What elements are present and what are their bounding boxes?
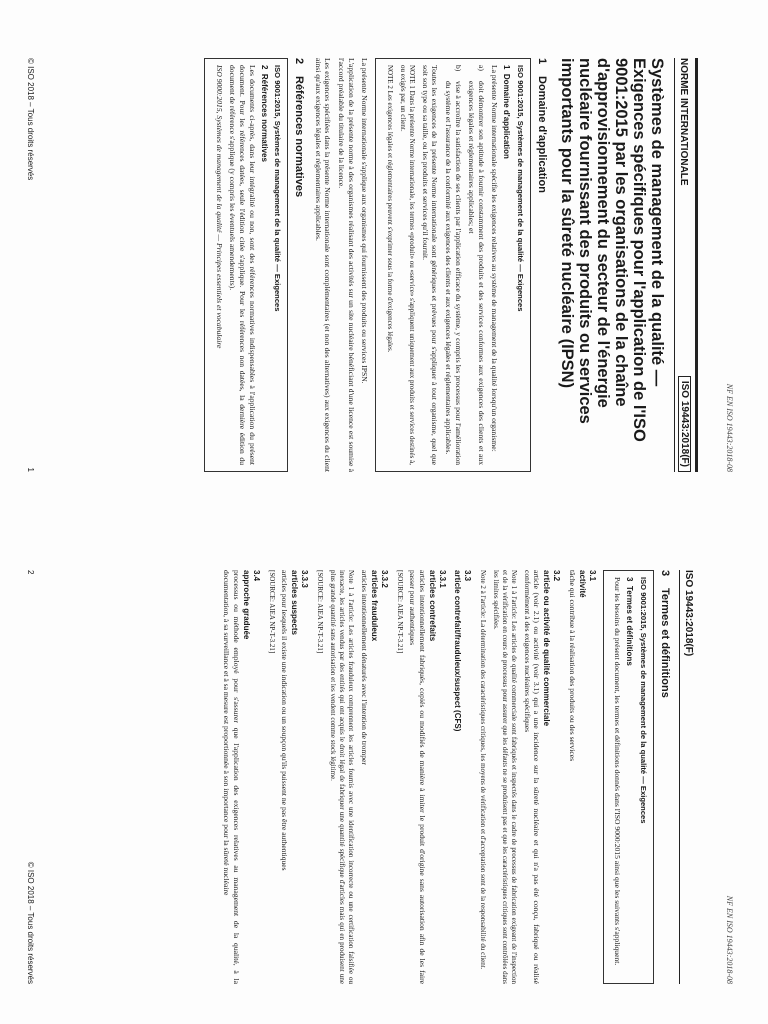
header-left: NORME INTERNATIONALE xyxy=(678,58,689,186)
iso9001-box-terms xyxy=(603,570,654,984)
scope-paragraph-3: Les exigences spécifiées dans la présente Norme internationale sont complémentaires (et non des alternatives) aux exigences du client ainsi qu'aux exigences légales et réglementaires applicables. xyxy=(313,58,333,472)
iso9001-box-scope xyxy=(375,58,531,472)
terms-box-text: Pour les besoins du présent document, les termes et définitions donnés dans l'ISO 9000:2015 ainsi que les suivants s'appliquent. xyxy=(613,577,623,966)
section-3-heading: 3Termes et définitions xyxy=(659,570,671,698)
box-reference: ISO 9001:2015, Systèmes de management de la qualité — Exigences xyxy=(273,65,283,312)
page-header xyxy=(674,58,698,472)
section-1-heading: 1Domaine d'application xyxy=(536,58,548,193)
copyright: © ISO 2018 – Tous droits réservés xyxy=(26,861,35,984)
term-entry: Note 2 à l'article: La détermination des caractéristiques critiques, les moyens de vérification et d'acceptation sont de la responsabilité du client. 3.3 article contrefait/frauduleux/suspect (CFS) xyxy=(453,570,488,970)
iso9001-box-references xyxy=(204,58,288,472)
page-number: 2 xyxy=(26,570,35,575)
list-item: b) vise à accroître la satisfaction de ses clients par l'application efficace du système, y compris les processus pour l'amélioration du système et l'assurance de la conformité aux exigences des clients et aux exigences légales et réglementaires applicables. xyxy=(444,65,463,465)
box-subheading: 2 Références normatives xyxy=(259,65,269,162)
scope-paragraph-1: La présente Norme internationale s'applique aux organismes qui fournissent des produits ou services IPSN. xyxy=(360,58,370,384)
term-entry: 3.3.3 articles suspects articles pour lesquels il existe une indication ou un soupçon qu'ils puissent ne pas être authentiques [SOURCE: AIEA NP-T-3.21] xyxy=(267,570,310,871)
section-2-heading: 2Références normatives xyxy=(293,58,306,198)
normative-reference: ISO 9000:2015, Systèmes de management de la qualité — Principes essentiels et vocabulaire xyxy=(214,65,224,349)
page-footer xyxy=(26,58,35,472)
term-entry: 3.4 approche graduée processus ou méthode employé pour s'assurer que l'application des exigences relatives au management de la qualité, à la documentation, à sa surveillance et à sa mesure est proportionnée à son importance pour la sûreté nucléaire xyxy=(222,570,261,984)
page-number: 1 xyxy=(26,467,35,472)
box-subheading: 1 Domaine d'application xyxy=(502,65,512,159)
scope-generic: Toutes les exigences de la présente Norme internationale sont génériques et prévues pour s'appliquer à tout organisme, quel que soit son type ou sa taille, ou les produits et services qu'il fournit. xyxy=(420,65,440,465)
term-entry: 3.1 activité tâche qui contribue à la réalisation des produits ou des services xyxy=(567,570,597,762)
box-subheading: 3 Termes et définitions xyxy=(625,577,635,666)
term-entry: 3.2 article ou activité de qualité commerciale article (voir 2.1) ou activité (voir 3.1) qui a une incidence sur la sûreté nucléaire et qui n'a pas été conçu, fabriqué ou réalisé conformément à des exigences nucléaires spécifiques Note 1 à l'article: Les articles de qualité commerciale sont fabriqués et inspectés dans le cadre de processus de fabrication exigeant de l'inspection et de la vérification en cours de processus pour assurer que les défauts ne se produisent pas et que les caractéristiques critiques sont contrôlées dans les limites spécifiées. xyxy=(492,570,562,984)
scope-list xyxy=(443,65,485,465)
list-item: a) doit démontrer son aptitude à fournir constamment des produits et des services conformes aux exigences des clients et aux exigences légales et réglementaires applicables; et xyxy=(467,65,486,465)
term-entry: 3.3.2 articles frauduleux articles intentionnellement dénaturés avec l'intention de tromper Note 1 à l'article: Les articles frauduleux comprennent les articles fournis avec une identification incorrecte ou une certification falsifiée ou inexacte, les articles vendus par des entités qui ont acquis le droit légal de fabriquer une quantité spécifique d'articles mais qui en produisent une plus grande quantité sans autorisation et les vendent comme stock légitime. [SOURCE: AIEA NP-T-3.21] xyxy=(316,570,389,984)
standard-number: ISO 19443:2018(F) xyxy=(678,376,691,472)
running-head: NF EN ISO 19443:2018-08 xyxy=(725,895,734,984)
note-2: NOTE 2 Les exigences légales et réglementaires peuvent s'exprimer sous la forme d'exigences légales. xyxy=(386,65,395,353)
page-header xyxy=(679,570,698,984)
term-entry: 3.3.1 articles contrefaits articles intentionnellement fabriqués, copiés ou modifiés de manière à imiter le produit d'origine sans autorisation afin de les faire passer pour authentiques [SOURCE: AIEA NP-T-3.21] xyxy=(395,570,448,984)
box-reference: ISO 9001:2015, Systèmes de management de la qualité — Exigences xyxy=(639,577,648,824)
page-2 xyxy=(0,512,768,1024)
running-head: NF EN ISO 19443:2018-08 xyxy=(725,383,734,472)
references-text: Les documents ci-après, dans leur intégralité ou non, sont des références normatives indispensables à l'application du présent document. Pour les références datées, seule l'édition citée s'applique. Pour les références non datées, la dernière édition du document de référence s'applique (y compris les éventuels amendements). xyxy=(228,65,257,465)
document-title: Systèmes de management de la qualité — Exigences spécifiques pour l'application de l'ISO 9001:2015 par les organisations de la chaîne d'approvisionnement du secteur de l'énergie nucléaire fournissant des produits ou services importants pour la sûreté nucléaire (IPSN) xyxy=(558,58,666,442)
page-footer xyxy=(26,570,35,984)
standard-number: ISO 19443:2018(F) xyxy=(683,570,694,657)
scope-paragraph-2: L'application de la présente norme à des organismes réalisant des activités sur un site nucléaire bénéficiant d'une licence est soumise à l'accord préalable du titulaire de la licence. xyxy=(337,58,356,472)
note-1: NOTE 1 Dans la présente Norme internationale, les termes «produit» ou «service» s'appliquent uniquement aux produits et services destinés à, ou exigés par, un client. xyxy=(399,65,417,465)
scope-intro: La présente Norme internationale spécifie les exigences relatives au système de management de la qualité lorsqu'un organisme: xyxy=(490,65,500,452)
box-reference: ISO 9001:2015, Systèmes de management de la qualité — Exigences xyxy=(516,65,525,312)
copyright: © ISO 2018 – Tous droits réservés xyxy=(26,58,35,181)
